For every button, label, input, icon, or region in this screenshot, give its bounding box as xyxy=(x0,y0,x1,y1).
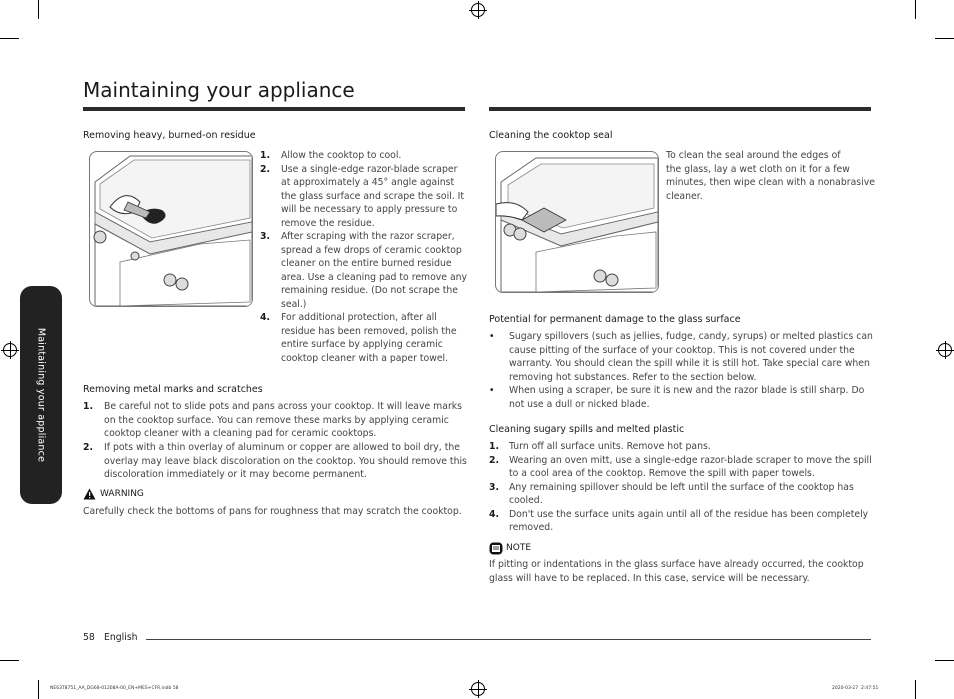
paragraph-line: the glass, lay a wet cloth on it for a few xyxy=(666,163,850,175)
cooktop-seal-drawing xyxy=(496,152,658,292)
step-line: spread a few drops of ceramic cooktop xyxy=(281,244,462,256)
step-line: cooktop cleaner with a cleaning pad for ceramic cooktops. xyxy=(104,428,377,439)
side-tab-label: Maintaining your appliance xyxy=(35,327,47,463)
step-line: on the cooktop surface. You can remove these marks by applying ceramic xyxy=(104,414,449,426)
step-line: seal.) xyxy=(281,298,307,310)
step-line: Any remaining spillover should be left until the surface of the cooktop has xyxy=(509,481,854,493)
crop-mark xyxy=(38,680,39,699)
crop-mark xyxy=(935,660,954,661)
bullet-text xyxy=(509,384,864,411)
bullet-icon: • xyxy=(489,385,495,396)
crop-mark xyxy=(915,0,916,19)
step-line: Use a single-edge razor-blade scraper xyxy=(281,163,458,175)
step-text xyxy=(281,230,467,311)
step-text xyxy=(509,454,872,481)
file-info: NE63T8751_AA_DG68-01208A-00_EN+MES+CFR.indb 58 xyxy=(50,686,179,691)
step-line: will be necessary to apply pressure to xyxy=(281,204,458,215)
step-number: 4. xyxy=(260,312,271,323)
bullet-line: removing hot substances. Refer to the section below. xyxy=(509,371,757,383)
side-tab xyxy=(20,286,62,504)
step-line: discoloration immediately or it may become permanent. xyxy=(104,469,367,480)
footer-rule xyxy=(146,639,871,640)
step-line: For additional protection, after all xyxy=(281,312,437,323)
step-line: Don't use the surface units again until all of the residue has been completely xyxy=(509,508,869,520)
step-number: 3. xyxy=(260,231,271,242)
cooktop-scraper-drawing xyxy=(90,152,252,306)
registration-mark-icon xyxy=(471,3,485,17)
bullet-line: Sugary spillovers (such as jellies, fudge, candy, syrups) or melted plastics can xyxy=(509,331,873,342)
registration-mark-icon xyxy=(3,343,17,357)
step-line: cooktop cleaner with a paper towel. xyxy=(281,352,449,364)
date-info: 2020-03-27 ￼ 2:47:51 xyxy=(832,686,879,691)
crop-mark xyxy=(0,38,19,39)
page-title: Maintaining your appliance xyxy=(83,78,355,102)
crop-mark xyxy=(935,38,954,39)
note-line: If pitting or indentations in the glass surface have already occurred, the cooktop xyxy=(489,559,864,570)
registration-mark-icon xyxy=(938,343,952,357)
footer-language: English xyxy=(104,632,138,643)
section-rule xyxy=(489,107,871,111)
step-text xyxy=(104,441,467,482)
step-line: the glass surface and scrape the soil. It xyxy=(281,190,465,202)
step-line: overlay may leave black discoloration on the cooktop. You should remove this xyxy=(104,455,467,467)
step-line: removed. xyxy=(509,522,554,533)
step-text xyxy=(509,440,711,454)
cooktop-scraper-illustration xyxy=(89,151,253,307)
steps-list xyxy=(489,440,874,535)
step-number: 1. xyxy=(83,401,94,412)
step-text xyxy=(509,481,854,508)
section-heading: Removing metal marks and scratches xyxy=(83,384,263,395)
step-number: 4. xyxy=(489,508,500,520)
bullet-text xyxy=(509,330,873,384)
step-text xyxy=(281,311,457,365)
page-number: 58 xyxy=(83,632,95,643)
paragraph-line: minutes, then wipe clean with a nonabrasive xyxy=(666,177,875,188)
step-line: Wearing an oven mitt, use a single-edge razor-blade scraper to move the spill xyxy=(509,454,872,466)
bullet-line: cause pitting of the surface of your cooktop. This is not covered under the xyxy=(509,344,855,356)
bullet-icon: • xyxy=(489,331,495,342)
warning-title: WARNING xyxy=(100,489,144,499)
step-line: Be careful not to slide pots and pans across your cooktop. It will leave marks xyxy=(104,401,462,412)
note-text xyxy=(489,558,874,585)
crop-mark xyxy=(38,0,39,19)
step-text xyxy=(281,163,464,231)
warning-triangle-icon xyxy=(83,488,96,500)
step-number: 1. xyxy=(489,441,500,452)
steps-list xyxy=(260,149,470,369)
bullet-line: warranty. You should clean the spill while it is still hot. Take special care when xyxy=(509,358,870,369)
step-text xyxy=(509,508,868,535)
section-heading: Cleaning the cooktop seal xyxy=(489,130,613,141)
bullet-line: When using a scraper, be sure it is new and the razor blade is still sharp. Do xyxy=(509,385,865,396)
step-text xyxy=(104,400,462,441)
step-line: area. Use a cleaning pad to remove any xyxy=(281,271,468,283)
step-line: After scraping with the razor scraper, xyxy=(281,231,455,242)
registration-mark-icon xyxy=(471,682,485,696)
step-line: at approximately a 45° angle against xyxy=(281,177,455,188)
cooktop-seal-illustration xyxy=(495,151,659,293)
step-line: cleaner on the entire burned residue xyxy=(281,258,452,269)
warning-text: Carefully check the bottoms of pans for roughness that may scratch the cooktop. xyxy=(83,506,462,517)
step-number: 2. xyxy=(83,442,94,453)
note-title: NOTE xyxy=(506,543,532,553)
step-line: cooled. xyxy=(509,495,543,506)
crop-mark xyxy=(0,660,19,661)
bullet-line: not use a dull or nicked blade. xyxy=(509,398,650,410)
section-heading: Cleaning sugary spills and melted plastic xyxy=(489,424,685,435)
step-line: entire surface by applying ceramic xyxy=(281,339,443,350)
step-line: remove the residue. xyxy=(281,217,375,229)
seal-instructions xyxy=(666,149,876,203)
step-text xyxy=(281,149,401,163)
steps-list xyxy=(83,400,468,485)
note-line: glass will have to be replaced. In this case, service will be necessary. xyxy=(489,572,810,584)
step-line: Turn off all surface units. Remove hot pans. xyxy=(509,441,711,452)
step-line: remaining residue. (Do not scrape the xyxy=(281,285,459,296)
paragraph-line: cleaner. xyxy=(666,190,703,202)
step-line: If pots with a thin overlay of aluminum or copper are allowed to boil dry, the xyxy=(104,442,460,453)
section-heading: Removing heavy, burned-on residue xyxy=(83,130,256,141)
step-number: 2. xyxy=(489,454,500,466)
paragraph-line: To clean the seal around the edges of xyxy=(666,150,841,161)
step-number: 1. xyxy=(260,150,271,161)
step-number: 3. xyxy=(489,481,500,493)
step-line: to a cool area of the cooktop. Remove the spill with paper towels. xyxy=(509,468,815,479)
section-heading: Potential for permanent damage to the glass surface xyxy=(489,314,741,325)
note-icon xyxy=(489,542,503,555)
crop-mark xyxy=(915,680,916,699)
section-rule xyxy=(83,107,465,111)
step-number: 2. xyxy=(260,163,271,175)
bullet-list xyxy=(489,330,874,415)
step-line: Allow the cooktop to cool. xyxy=(281,150,402,161)
step-line: residue has been removed, polish the xyxy=(281,325,457,337)
